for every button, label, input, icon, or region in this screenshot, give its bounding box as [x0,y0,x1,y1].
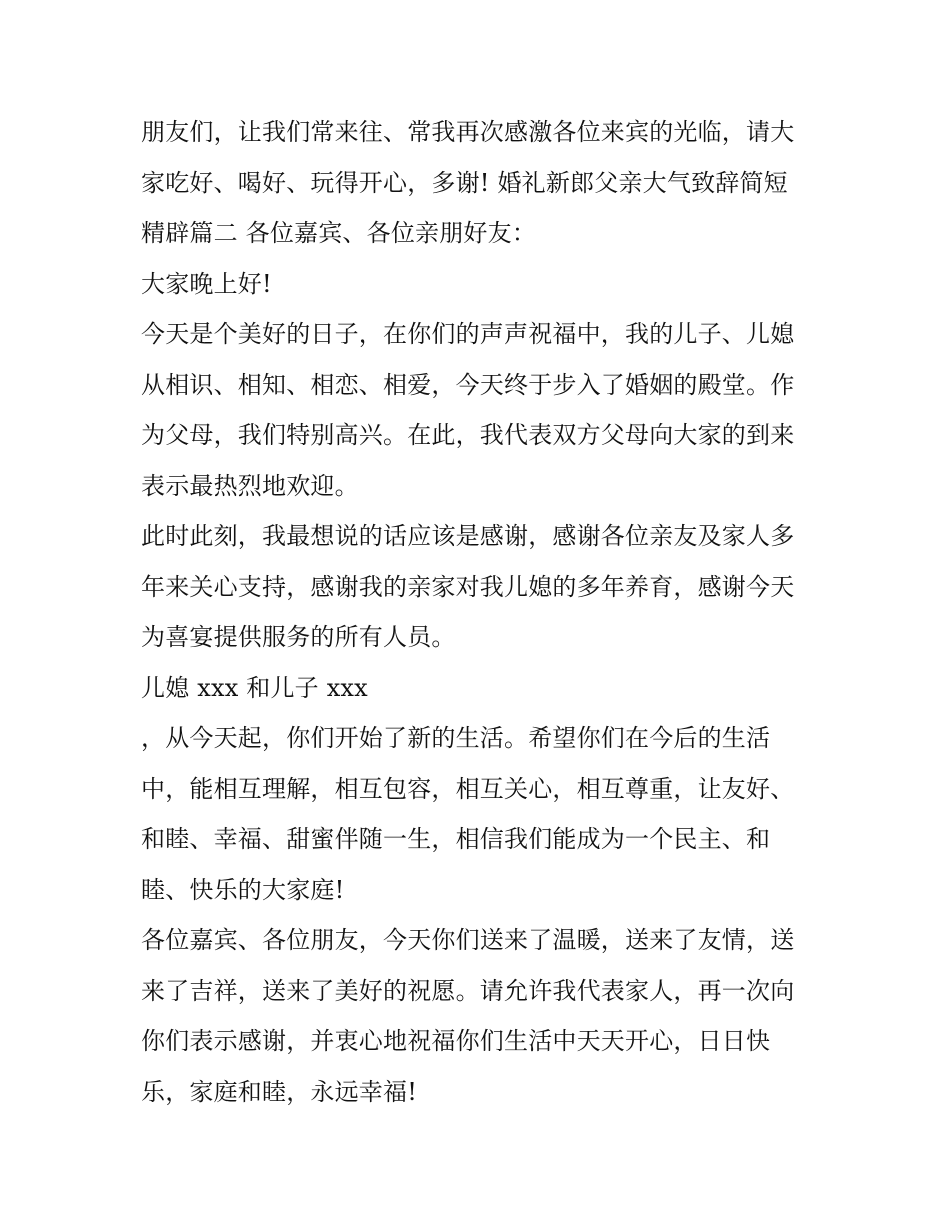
text-line-5: 今天是个美好的日子，在你们的声声祝福中，我的儿子、儿媳 [141,320,795,348]
text-line-12: 儿媳 xxx 和儿子 xxx [141,673,368,702]
text-line-11: 为喜宴提供服务的所有人员。 [141,623,456,651]
text-line-4: 大家晚上好! [141,269,272,298]
text-line-1: 朋友们，让我们常来往、常我再次感激各位来宾的光临，请大 [141,118,795,146]
text-line-9: 此时此刻，我最想说的话应该是感谢，感谢各位亲友及家人多 [141,522,795,550]
text-line-10: 年来关心支持，感谢我的亲家对我儿媳的多年养育，感谢今天 [141,572,795,601]
text-line-8: 表示最热烈地欢迎。 [141,471,359,500]
text-line-7: 为父母，我们特别高兴。在此，我代表双方父母向大家的到来 [141,421,795,449]
text-line-16: 睦、快乐的大家庭! [141,875,345,904]
text-line-2: 家吃好、喝好、玩得开心，多谢! 婚礼新郎父亲大气致辞简短 [141,168,788,197]
text-line-18: 来了吉祥，送来了美好的祝愿。请允许我代表家人，再一次向 [141,976,795,1005]
text-line-20: 乐，家庭和睦，永远幸福! [141,1077,418,1106]
text-line-6: 从相识、相知、相恋、相爱，今天终于步入了婚姻的殿堂。作 [141,370,795,399]
document-body [141,107,813,1117]
text-line-14: 中，能相互理解，相互包容，相互关心，相互尊重，让友好、 [141,774,795,803]
text-line-17: 各位嘉宾、各位朋友，今天你们送来了温暖，送来了友情，送 [141,926,795,954]
text-line-3: 精辟篇二 各位嘉宾、各位亲朋好友： [141,219,537,247]
text-line-13: ，从今天起，你们开始了新的生活。希望你们在今后的生活 [141,724,771,752]
text-line-15: 和睦、幸福、甜蜜伴随一生，相信我们能成为一个民主、和 [141,825,771,853]
text-line-19: 你们表示感谢，并衷心地祝福你们生活中天天开心，日日快 [141,1027,771,1055]
